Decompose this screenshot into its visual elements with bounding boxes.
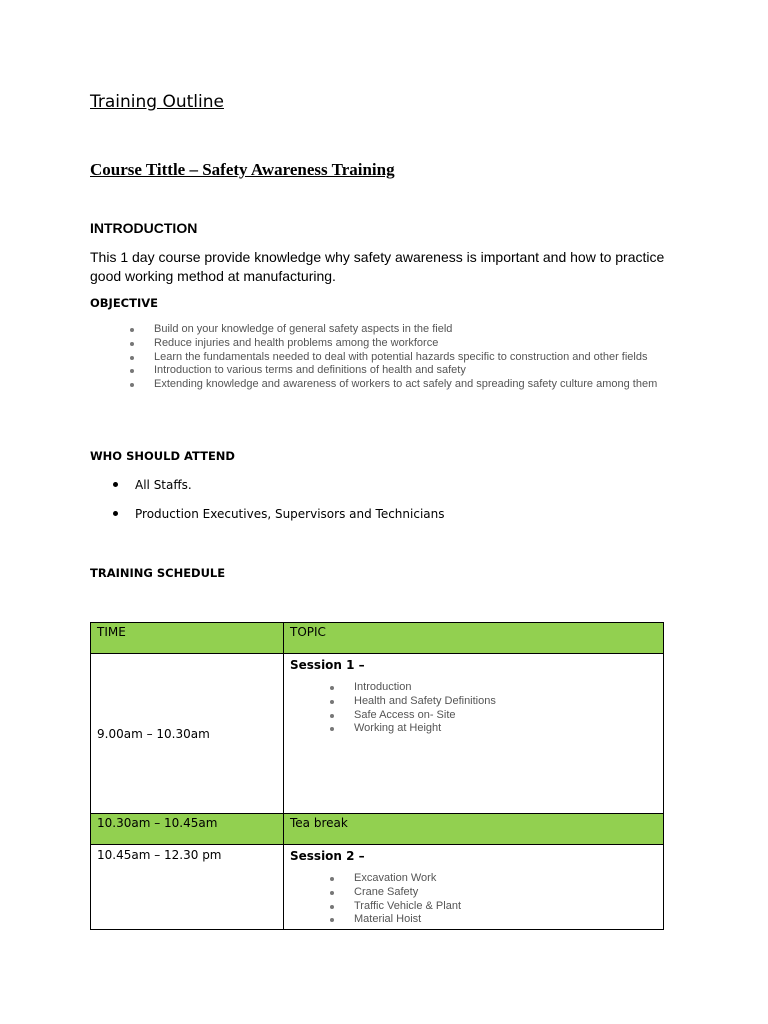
introduction-text: This 1 day course provide knowledge why safety awareness is important and how to practice good working method at manufacturing. [90,249,665,284]
session-topic-list [290,872,657,927]
list-item: Introduction to various terms and definitions of health and safety [130,364,657,378]
table-row [91,654,664,814]
list-item: All Staffs. [112,476,445,505]
list-item: Crane Safety [330,886,657,900]
introduction-heading: INTRODUCTION [90,220,198,236]
objective-heading: OBJECTIVE [90,296,158,310]
table-row [91,845,664,930]
list-item: Excavation Work [330,872,657,886]
row-time: 10.45am – 12.30 pm [91,845,284,930]
row-time: 10.30am – 10.45am [91,814,284,845]
list-item: Extending knowledge and awareness of workers to act safely and spreading safety culture among them [130,378,657,392]
header-time: TIME [91,623,284,654]
row-topic [284,845,664,930]
attendee-list [112,476,445,534]
table-row [91,814,664,845]
list-item: Safe Access on- Site [330,709,657,723]
session-label: Session 2 – [290,849,365,863]
table-header-row [91,623,664,654]
schedule-table [90,622,664,930]
list-item: Reduce injuries and health problems among the workforce [130,337,657,351]
row-topic: Tea break [284,814,664,845]
course-title: Course Tittle – Safety Awareness Training [90,160,395,179]
row-topic [284,654,664,814]
list-item: Traffic Vehicle & Plant [330,900,657,914]
training-schedule-heading: TRAINING SCHEDULE [90,566,226,580]
list-item: Health and Safety Definitions [330,695,657,709]
list-item: Production Executives, Supervisors and Technicians [112,505,445,534]
list-item: Build on your knowledge of general safety aspects in the field [130,323,657,337]
objective-list [130,323,657,392]
header-topic: TOPIC [284,623,664,654]
list-item: Material Hoist [330,913,657,927]
row-time: 9.00am – 10.30am [91,654,284,814]
who-should-attend-heading: WHO SHOULD ATTEND [90,449,235,463]
session-label: Session 1 – [290,658,365,672]
list-item: Learn the fundamentals needed to deal with potential hazards specific to construction and other fields [130,351,657,365]
list-item: Working at Height [330,722,657,736]
document-title: Training Outline [90,92,224,112]
session-topic-list [290,681,657,736]
list-item: Introduction [330,681,657,695]
